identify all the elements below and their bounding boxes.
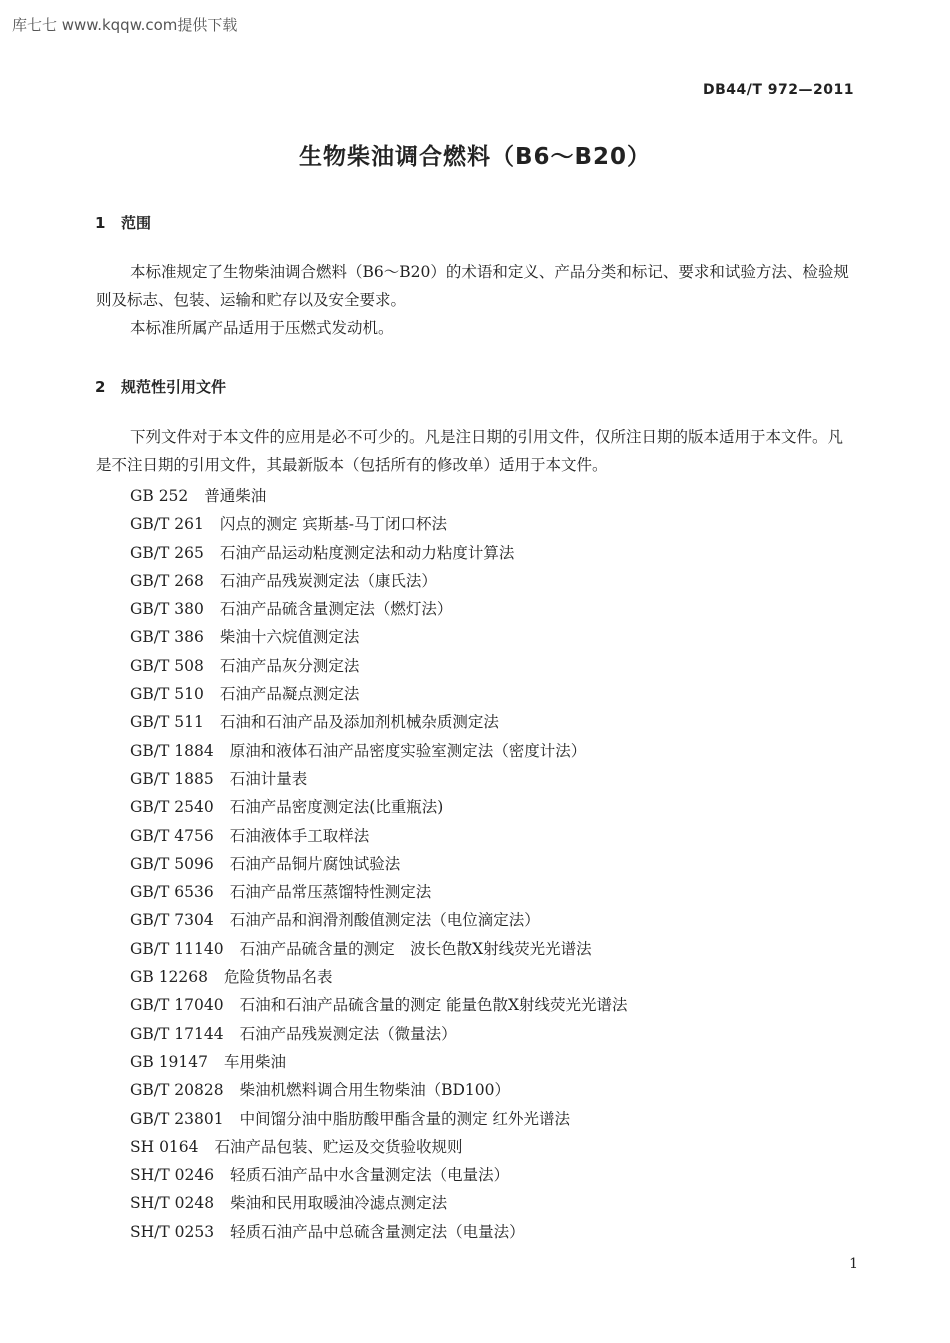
- reference-title: 轻质石油产品中总硫含量测定法（电量法）: [230, 1222, 525, 1241]
- reference-title: 石油产品凝点测定法: [219, 685, 360, 704]
- reference-code: SH/T 0253: [130, 1222, 215, 1241]
- reference-item: [130, 1105, 870, 1133]
- reference-item: [130, 850, 870, 878]
- reference-code: GB/T 1885: [130, 769, 214, 788]
- reference-title: 石油产品残炭测定法（康氏法）: [219, 571, 437, 590]
- reference-item: [130, 935, 870, 963]
- reference-item: [130, 482, 870, 510]
- reference-title: 石油产品密度测定法(比重瓶法): [229, 798, 444, 817]
- reference-item: [130, 1133, 870, 1161]
- reference-item: [130, 1218, 870, 1246]
- document-number: DB44/T 972—2011: [703, 82, 854, 98]
- reference-item: [130, 822, 870, 850]
- reference-code: GB/T 261: [130, 515, 204, 534]
- section-1-paragraph-1: [96, 258, 858, 314]
- reference-code: GB/T 17040: [130, 996, 224, 1015]
- reference-item: [130, 652, 870, 680]
- reference-item: [130, 1048, 870, 1076]
- reference-title: 石油产品运动粘度测定法和动力粘度计算法: [219, 543, 515, 562]
- reference-item: [130, 737, 870, 765]
- reference-code: GB/T 268: [130, 571, 204, 590]
- reference-item: [130, 708, 870, 736]
- reference-item: [130, 793, 870, 821]
- reference-list: [130, 482, 870, 1246]
- reference-title: 石油和石油产品硫含量的测定 能量色散X射线荧光光谱法: [239, 996, 628, 1015]
- reference-code: GB/T 265: [130, 543, 204, 562]
- reference-code: GB/T 386: [130, 628, 204, 647]
- reference-code: GB 12268: [130, 968, 209, 987]
- reference-item: [130, 1189, 870, 1217]
- reference-title: 石油产品残炭测定法（微量法）: [239, 1024, 457, 1043]
- reference-item: [130, 595, 870, 623]
- reference-item: [130, 1161, 870, 1189]
- reference-code: GB/T 5096: [130, 854, 214, 873]
- reference-title: 石油产品硫含量的测定 波长色散X射线荧光光谱法: [239, 939, 592, 958]
- reference-item: [130, 510, 870, 538]
- watermark: 库七七 www.kqqw.com提供下载: [12, 16, 238, 34]
- section-2-heading: [95, 376, 226, 397]
- reference-code: GB/T 17144: [130, 1024, 224, 1043]
- reference-item: [130, 1076, 870, 1104]
- reference-item: [130, 567, 870, 595]
- reference-code: GB/T 6536: [130, 883, 214, 902]
- reference-code: SH/T 0248: [130, 1194, 215, 1213]
- reference-code: GB/T 23801: [130, 1109, 224, 1128]
- section-2-number: 2: [95, 378, 106, 396]
- reference-title: 危险货物品名表: [224, 968, 333, 987]
- section-2-intro-text: 下列文件对于本文件的应用是必不可少的。凡是注日期的引用文件，仅所注日期的版本适用于本文件。凡是不注日期的引用文件，其最新版本（包括所有的修改单）适用于本文件。: [96, 428, 844, 474]
- reference-title: 石油和石油产品及添加剂机械杂质测定法: [219, 713, 499, 732]
- section-1-paragraph-2-text: 本标准所属产品适用于压燃式发动机。: [130, 319, 394, 337]
- section-1-number: 1: [95, 214, 106, 232]
- reference-item: [130, 539, 870, 567]
- reference-code: GB/T 1884: [130, 741, 214, 760]
- reference-title: 中间馏分油中脂肪酸甲酯含量的测定 红外光谱法: [239, 1109, 571, 1128]
- reference-code: GB/T 11140: [130, 939, 224, 958]
- reference-code: SH/T 0246: [130, 1166, 215, 1185]
- reference-code: GB/T 508: [130, 656, 204, 675]
- reference-code: GB 252: [130, 487, 189, 505]
- reference-title: 轻质石油产品中水含量测定法（电量法）: [230, 1166, 510, 1185]
- reference-item: [130, 623, 870, 651]
- reference-title: 柴油十六烷值测定法: [219, 628, 360, 647]
- reference-code: GB/T 7304: [130, 911, 214, 930]
- reference-title: 普通柴油: [204, 487, 267, 505]
- section-2-intro: [96, 423, 858, 479]
- reference-code: GB/T 511: [130, 713, 204, 732]
- section-1-title: 范围: [121, 214, 152, 232]
- reference-title: 石油产品灰分测定法: [219, 656, 360, 675]
- reference-title: 石油产品铜片腐蚀试验法: [229, 854, 401, 873]
- reference-item: [130, 765, 870, 793]
- reference-title: 石油产品包装、贮运及交货验收规则: [214, 1137, 463, 1156]
- reference-title: 石油计量表: [229, 769, 308, 788]
- reference-title: 柴油机燃料调合用生物柴油（BD100）: [239, 1081, 510, 1100]
- reference-title: 石油产品常压蒸馏特性测定法: [229, 883, 432, 902]
- reference-title: 石油产品硫含量测定法（燃灯法）: [219, 600, 453, 619]
- reference-code: GB/T 510: [130, 685, 204, 704]
- section-1-paragraph-1-text: 本标准规定了生物柴油调合燃料（B6～B20）的术语和定义、产品分类和标记、要求和试验方法、检验规则及标志、包装、运输和贮存以及安全要求。: [96, 263, 849, 309]
- reference-code: GB/T 20828: [130, 1081, 224, 1100]
- reference-item: [130, 906, 870, 934]
- reference-title: 柴油和民用取暖油冷滤点测定法: [230, 1194, 448, 1213]
- reference-code: GB/T 380: [130, 600, 204, 619]
- reference-item: [130, 963, 870, 991]
- page-number: 1: [849, 1256, 858, 1272]
- reference-item: [130, 991, 870, 1019]
- reference-title: 闪点的测定 宾斯基-马丁闭口杯法: [219, 515, 448, 534]
- section-1-paragraph-2: [96, 314, 858, 342]
- reference-item: [130, 1020, 870, 1048]
- reference-title: 车用柴油: [224, 1052, 287, 1071]
- reference-code: GB 19147: [130, 1052, 209, 1071]
- reference-item: [130, 878, 870, 906]
- section-1-heading: [95, 212, 151, 233]
- reference-title: 石油产品和润滑剂酸值测定法（电位滴定法）: [229, 911, 540, 930]
- reference-item: [130, 680, 870, 708]
- section-2-title: 规范性引用文件: [121, 378, 227, 396]
- reference-code: SH 0164: [130, 1137, 199, 1156]
- reference-code: GB/T 4756: [130, 826, 214, 845]
- reference-title: 石油液体手工取样法: [229, 826, 370, 845]
- document-title: 生物柴油调合燃料（B6～B20）: [298, 144, 652, 170]
- reference-title: 原油和液体石油产品密度实验室测定法（密度计法）: [229, 741, 587, 760]
- reference-code: GB/T 2540: [130, 798, 214, 817]
